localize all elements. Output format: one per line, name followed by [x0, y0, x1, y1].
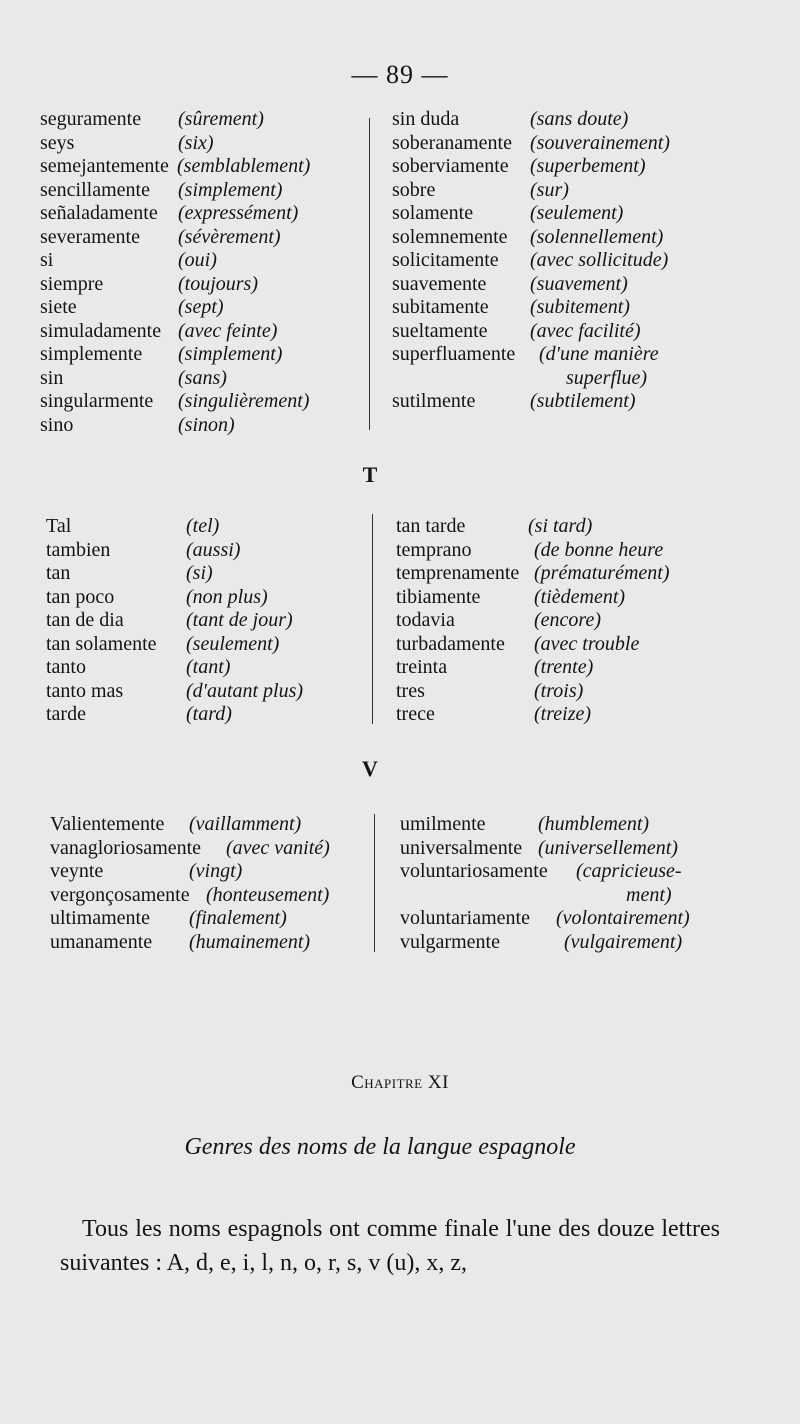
column-divider	[372, 514, 373, 724]
french-translation: (finalement)	[189, 907, 287, 929]
entry	[46, 586, 366, 610]
spanish-word: tan tarde	[396, 515, 466, 537]
spanish-word: siete	[40, 296, 77, 318]
entry	[400, 837, 710, 861]
french-translation: (encore)	[534, 609, 601, 631]
spanish-word: señaladamente	[40, 202, 158, 224]
french-translation: ment)	[626, 883, 672, 906]
section-v-left-column	[50, 813, 380, 954]
section-s-left-column	[40, 108, 360, 437]
french-translation: (capricieuse-	[576, 860, 682, 882]
french-translation: (subitement)	[530, 296, 630, 318]
entry	[40, 296, 360, 320]
entry	[396, 703, 716, 727]
entry	[396, 609, 716, 633]
french-translation: (avec sollicitude)	[530, 249, 669, 271]
entry	[392, 273, 712, 297]
entry	[400, 907, 710, 931]
spanish-word: tan solamente	[46, 632, 157, 655]
french-translation: (trois)	[534, 679, 584, 702]
french-translation: (humainement)	[189, 930, 311, 953]
spanish-word: solemnemente	[392, 225, 508, 248]
entry	[396, 586, 716, 610]
french-translation: (sept)	[178, 296, 224, 318]
spanish-word: voluntariamente	[400, 907, 530, 929]
spanish-word: umanamente	[50, 930, 153, 953]
paragraph-text: Tous les noms espagnols ont comme finale l'une des douze lettres suivantes : A, d, e, i, l, n, o, r, s, v (u), x, z,	[60, 1216, 720, 1276]
french-translation: (non plus)	[186, 585, 268, 608]
entry	[46, 680, 366, 704]
spanish-word: seys	[40, 131, 75, 154]
entry	[46, 539, 366, 563]
entry	[40, 390, 360, 414]
french-translation: (simplement)	[178, 343, 283, 365]
entry	[46, 609, 366, 633]
entry	[396, 680, 716, 704]
spanish-word: sin duda	[392, 108, 460, 130]
spanish-word: universalmente	[400, 836, 523, 859]
body-paragraph	[60, 1212, 720, 1280]
entry	[392, 390, 712, 414]
entry	[46, 515, 366, 539]
french-translation: (simplement)	[178, 178, 283, 201]
spanish-word: tanto	[46, 656, 86, 678]
spanish-word: sin	[40, 366, 64, 389]
entry	[40, 320, 360, 344]
french-translation: (vulgairement)	[564, 930, 683, 953]
spanish-word: treinta	[396, 656, 448, 678]
entry	[40, 367, 360, 391]
entry	[396, 539, 716, 563]
french-translation: (solennellement)	[530, 225, 664, 248]
french-translation: (seulement)	[530, 202, 624, 224]
french-translation: (sévèrement)	[178, 225, 281, 248]
spanish-word: vanagloriosamente	[50, 836, 202, 859]
spanish-word: veynte	[50, 860, 104, 882]
french-translation: (seulement)	[186, 632, 280, 655]
french-translation: (sinon)	[178, 413, 235, 436]
spanish-word: tanto mas	[46, 679, 124, 702]
entry	[50, 813, 380, 837]
spanish-word: simuladamente	[40, 319, 162, 342]
section-s-right-column	[392, 108, 712, 414]
entry	[46, 656, 366, 680]
french-translation: (avec vanité)	[226, 836, 330, 859]
section-t-right-column	[396, 515, 716, 727]
page-number: — 89 —	[351, 60, 449, 89]
french-translation: (si)	[186, 562, 213, 584]
spanish-word: subitamente	[392, 296, 489, 318]
french-translation: (semblablement)	[177, 155, 311, 177]
spanish-word: temprenamente	[396, 562, 520, 584]
entry	[396, 656, 716, 680]
spanish-word: tan poco	[46, 585, 115, 608]
entry	[40, 226, 360, 250]
entry	[400, 884, 710, 908]
french-translation: (toujours)	[178, 272, 258, 295]
spanish-word: tres	[396, 679, 425, 702]
entry	[50, 837, 380, 861]
entry	[46, 703, 366, 727]
section-v-right-column	[400, 813, 710, 954]
entry	[40, 273, 360, 297]
spanish-word: sueltamente	[392, 319, 488, 342]
entry	[400, 813, 710, 837]
french-translation: (souverainement)	[530, 131, 670, 154]
entry	[50, 931, 380, 955]
spanish-word: vulgarmente	[400, 930, 500, 953]
column-divider	[374, 814, 375, 952]
spanish-word: vergonçosamente	[50, 883, 190, 906]
spanish-word: singularmente	[40, 390, 154, 412]
spanish-word: turbadamente	[396, 632, 505, 655]
spanish-word: soberanamente	[392, 131, 512, 154]
french-translation: (tièdement)	[534, 585, 626, 608]
entry	[392, 367, 712, 391]
entry	[392, 343, 712, 367]
spanish-word: tambien	[46, 538, 111, 561]
entry	[392, 155, 712, 179]
chapter-heading: Chapitre XI	[351, 1072, 449, 1093]
entry	[392, 320, 712, 344]
spanish-word: tarde	[46, 703, 86, 725]
entry	[50, 860, 380, 884]
spanish-word: sino	[40, 413, 74, 436]
french-translation: (superbement)	[530, 155, 646, 177]
french-translation: (de bonne heure	[534, 538, 664, 561]
spanish-word: semejantemente	[40, 155, 169, 177]
spanish-word: seguramente	[40, 108, 142, 130]
spanish-word: tan de dia	[46, 609, 124, 631]
french-translation: (tard)	[186, 703, 232, 725]
section-letter-t: T	[362, 462, 378, 487]
french-translation: (suavement)	[530, 272, 628, 295]
french-translation: (humblement)	[538, 813, 650, 835]
entry	[40, 108, 360, 132]
spanish-word: temprano	[396, 538, 472, 561]
entry	[46, 562, 366, 586]
french-translation: (oui)	[178, 249, 217, 271]
entry	[396, 515, 716, 539]
spanish-word: solicitamente	[392, 249, 499, 271]
french-translation: (sur)	[530, 178, 569, 201]
entry	[392, 132, 712, 156]
french-translation: (six)	[178, 131, 214, 154]
spanish-word: tibiamente	[396, 585, 481, 608]
entry	[40, 155, 360, 179]
french-translation: (avec facilité)	[530, 319, 641, 342]
french-translation: (avec trouble	[534, 632, 640, 655]
french-translation: (vaillamment)	[189, 813, 302, 835]
spanish-word: sobre	[392, 178, 436, 201]
french-translation: (expressément)	[178, 202, 299, 224]
spanish-word: sutilmente	[392, 390, 476, 412]
spanish-word: siempre	[40, 272, 104, 295]
entry	[400, 931, 710, 955]
french-translation: (subtilement)	[530, 390, 636, 412]
french-translation: (sûrement)	[178, 108, 264, 130]
spanish-word: simplemente	[40, 343, 143, 365]
french-translation: superflue)	[566, 366, 648, 389]
entry	[40, 202, 360, 226]
entry	[392, 249, 712, 273]
entry	[392, 226, 712, 250]
french-translation: (tant de jour)	[186, 609, 293, 631]
entry	[400, 860, 710, 884]
spanish-word: soberviamente	[392, 155, 509, 177]
spanish-word: tan	[46, 562, 71, 584]
french-translation: (treize)	[534, 703, 592, 725]
french-translation: (singulièrement)	[178, 390, 310, 412]
entry	[392, 202, 712, 226]
entry	[396, 633, 716, 657]
entry	[40, 249, 360, 273]
spanish-word: ultimamente	[50, 907, 150, 929]
spanish-word: voluntariosamente	[400, 860, 548, 882]
entry	[392, 296, 712, 320]
column-divider	[369, 118, 370, 430]
entry	[40, 414, 360, 438]
french-translation: (aussi)	[186, 538, 241, 561]
spanish-word: suavemente	[392, 272, 487, 295]
french-translation: (sans doute)	[530, 108, 629, 130]
entry	[392, 179, 712, 203]
french-translation: (honteusement)	[206, 883, 330, 906]
entry	[50, 907, 380, 931]
french-translation: (trente)	[534, 656, 594, 678]
spanish-word: todavia	[396, 609, 455, 631]
spanish-word: sencillamente	[40, 178, 150, 201]
french-translation: (universellement)	[538, 836, 678, 859]
french-translation: (prématurément)	[534, 562, 670, 584]
french-translation: (tant)	[186, 656, 231, 678]
chapter-title: Genres des noms de la langue espagnole	[184, 1134, 576, 1160]
spanish-word: si	[40, 249, 54, 271]
entry	[396, 562, 716, 586]
entry	[50, 884, 380, 908]
spanish-word: trece	[396, 703, 435, 725]
french-translation: (d'autant plus)	[186, 679, 304, 702]
spanish-word: solamente	[392, 202, 474, 224]
spanish-word: umilmente	[400, 813, 486, 835]
spanish-word: superfluamente	[392, 343, 516, 365]
entry	[40, 179, 360, 203]
entry	[40, 343, 360, 367]
entry	[392, 108, 712, 132]
spanish-word: severamente	[40, 225, 140, 248]
french-translation: (sans)	[178, 366, 227, 389]
french-translation: (avec feinte)	[178, 319, 278, 342]
french-translation: (si tard)	[528, 515, 593, 537]
section-t-left-column	[46, 515, 366, 727]
entry	[46, 633, 366, 657]
entry	[40, 132, 360, 156]
french-translation: (d'une manière	[539, 343, 659, 365]
spanish-word: Valientemente	[50, 813, 165, 835]
french-translation: (tel)	[186, 515, 220, 537]
french-translation: (volontairement)	[556, 907, 690, 929]
french-translation: (vingt)	[189, 860, 243, 882]
spanish-word: Tal	[46, 515, 72, 537]
section-letter-v: V	[362, 756, 378, 781]
